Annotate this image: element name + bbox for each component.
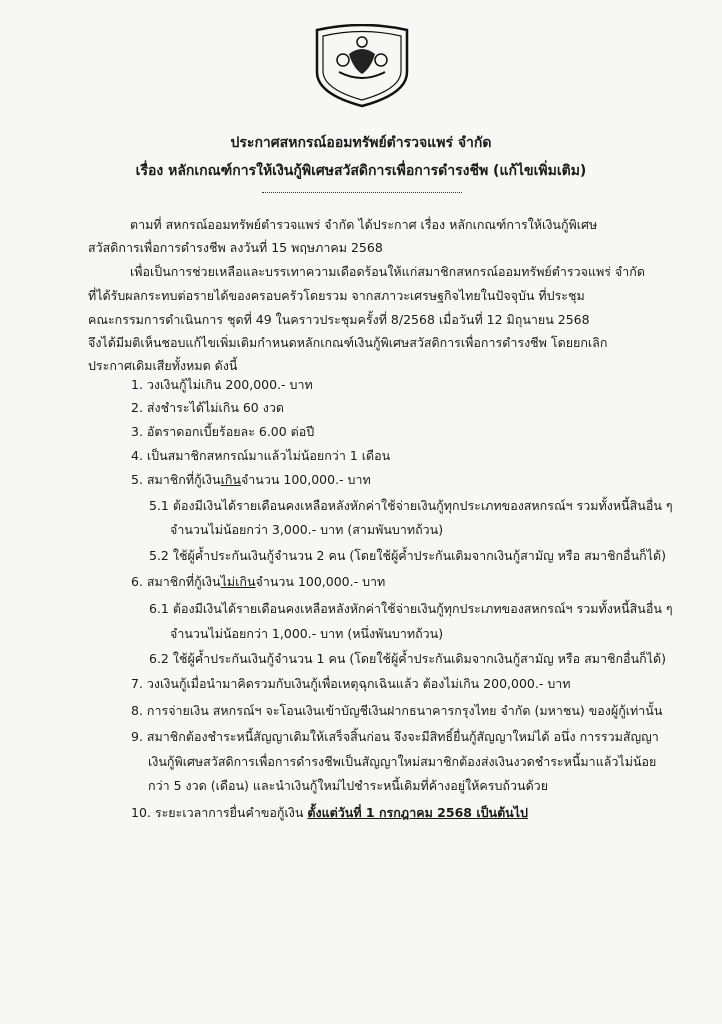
item-10 — [131, 804, 528, 822]
item-9-line2: เงินกู้พิเศษสวัสดิการเพื่อการดำรงชีพเป็นสัญญาใหม่สมาชิกต้องส่งเงินงวดชำระหนี้มาแล้วไม่น้อย — [148, 754, 657, 769]
item-9-line3: กว่า 5 งวด (เดือน) และนำเงินกู้ใหม่ไปชำระหนี้เดิมที่ค้างอยู่ให้ครบถ้วนด้วย — [148, 778, 549, 793]
dotted-divider — [262, 192, 462, 193]
item-6-1-line1: 6.1 ต้องมีเงินได้รายเดือนคงเหลือหลังหักค่าใช้จ่ายเงินกู้ทุกประเภทของสหกรณ์ฯ รวมทั้งหนี้สินอื่น ๆ — [149, 601, 673, 616]
item-5-underlined: เกิน — [220, 472, 241, 487]
item-5-pre: 5. สมาชิกที่กู้เงิน — [131, 472, 221, 487]
item-6-1-line2: จำนวนไม่น้อยกว่า 1,000.- บาท (หนึ่งพันบาทถ้วน) — [170, 626, 444, 641]
para2-line3: คณะกรรมการดำเนินการ ชุดที่ 49 ในคราวประชุมครั้งที่ 8/2568 เมื่อวันที่ 12 มิถุนายน 2568 — [88, 312, 590, 327]
item-5-1-line1: 5.1 ต้องมีเงินได้รายเดือนคงเหลือหลังหักค่าใช้จ่ายเงินกู้ทุกประเภทของสหกรณ์ฯ รวมทั้งหนี้สินอื่น ๆ — [149, 498, 673, 513]
item-5-1-line2: จำนวนไม่น้อยกว่า 3,000.- บาท (สามพันบาทถ้วน) — [170, 522, 444, 537]
item-6-underlined: ไม่เกิน — [220, 574, 256, 589]
item-10-pre: 10. ระยะเวลาการยื่นคำขอกู้เงิน — [131, 805, 308, 820]
item-6-2: 6.2 ใช้ผู้ค้ำประกันเงินกู้จำนวน 1 คน (โดยใช้ผู้ค้ำประกันเดิมจากเงินกู้สามัญ หรือ สมาชิกอื่นก็ได้) — [149, 651, 666, 666]
item-5 — [131, 471, 371, 489]
announcement-title: ประกาศสหกรณ์ออมทรัพย์ตำรวจแพร่ จำกัด — [230, 135, 492, 151]
item-5-2: 5.2 ใช้ผู้ค้ำประกันเงินกู้จำนวน 2 คน (โดยใช้ผู้ค้ำประกันเดิมจากเงินกู้สามัญ หรือ สมาชิกอื่นก็ได้) — [149, 548, 666, 563]
item-5-post: จำนวน 100,000.- บาท — [240, 472, 371, 487]
para1-line2: สวัสดิการเพื่อการดำรงชีพ ลงวันที่ 15 พฤษภาคม 2568 — [88, 240, 383, 255]
item-8: 8. การจ่ายเงิน สหกรณ์ฯ จะโอนเงินเข้าบัญชีเงินฝากธนาคารกรุงไทย จำกัด (มหาชน) ของผู้กู้เท่านั้น — [131, 703, 663, 718]
item-6-pre: 6. สมาชิกที่กู้เงิน — [131, 574, 221, 589]
item-6 — [131, 573, 385, 591]
announcement-subject: เรื่อง หลักเกณฑ์การให้เงินกู้พิเศษสวัสดิการเพื่อการดำรงชีพ (แก้ไขเพิ่มเติม) — [135, 163, 587, 179]
item-2: 2. ส่งชำระได้ไม่เกิน 60 งวด — [131, 400, 284, 415]
item-6-post: จำนวน 100,000.- บาท — [255, 574, 386, 589]
para2-line1: เพื่อเป็นการช่วยเหลือและบรรเทาความเดือดร้อนให้แก่สมาชิกสหกรณ์ออมทรัพย์ตำรวจแพร่ จำกัด — [130, 264, 645, 279]
para2-line4: จึงได้มีมติเห็นชอบแก้ไขเพิ่มเติมกำหนดหลักเกณฑ์เงินกู้พิเศษสวัสดิการเพื่อการดำรงชีพ โดยยกเลิก — [88, 335, 608, 350]
para2-line5: ประกาศเดิมเสียทั้งหมด ดังนี้ — [88, 358, 238, 373]
para1-line1: ตามที่ สหกรณ์ออมทรัพย์ตำรวจแพร่ จำกัด ได้ประกาศ เรื่อง หลักเกณฑ์การให้เงินกู้พิเศษ — [130, 217, 598, 232]
item-1: 1. วงเงินกู้ไม่เกิน 200,000.- บาท — [131, 377, 313, 392]
item-7: 7. วงเงินกู้เมื่อนำมาคิดรวมกับเงินกู้เพื่อเหตุฉุกเฉินแล้ว ต้องไม่เกิน 200,000.- บาท — [131, 676, 571, 691]
item-9-line1: 9. สมาชิกต้องชำระหนี้สัญญาเดิมให้เสร็จสิ้นก่อน จึงจะมีสิทธิ์ยื่นกู้สัญญาใหม่ได้ อนึ่ง การรวมสัญญา — [131, 729, 659, 744]
cooperative-logo — [309, 24, 415, 108]
para2-line2: ที่ได้รับผลกระทบต่อรายได้ของครอบครัวโดยรวม จากสภาวะเศรษฐกิจไทยในปัจจุบัน ที่ประชุม — [88, 288, 585, 303]
item-4: 4. เป็นสมาชิกสหกรณ์มาแล้วไม่น้อยกว่า 1 เดือน — [131, 448, 391, 463]
item-3: 3. อัตราดอกเบี้ยร้อยละ 6.00 ต่อปี — [131, 424, 315, 439]
item-10-date: ตั้งแต่วันที่ 1 กรกฎาคม 2568 เป็นต้นไป — [307, 805, 528, 820]
